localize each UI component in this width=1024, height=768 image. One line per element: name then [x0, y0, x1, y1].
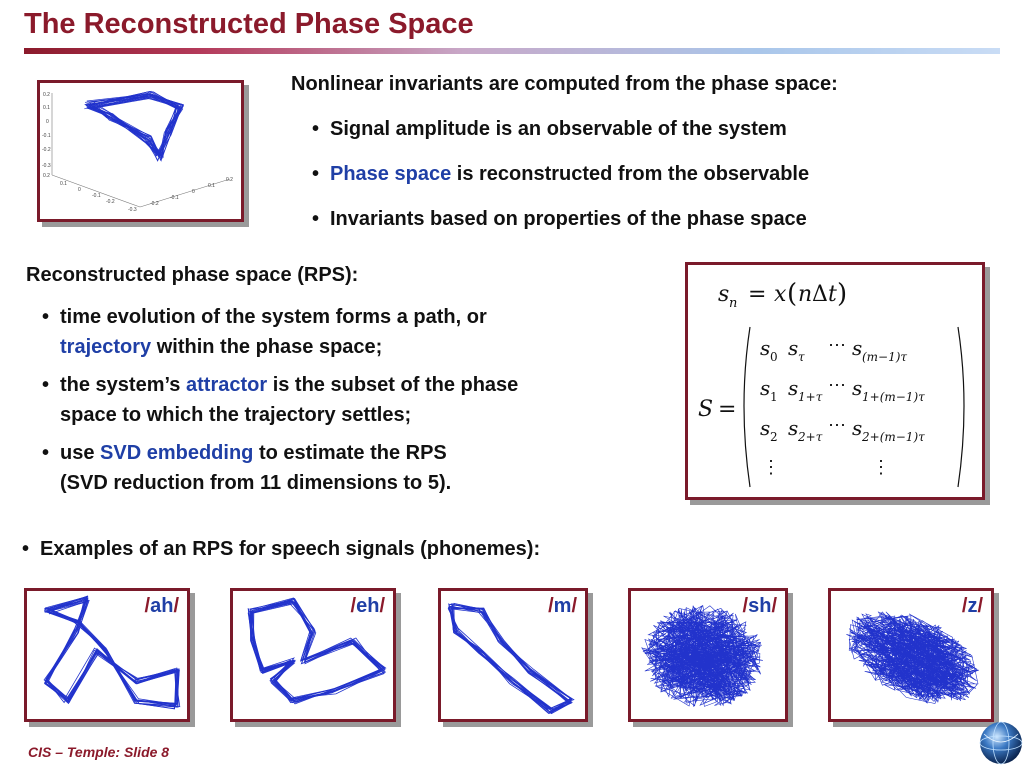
slide-title: The Reconstructed Phase Space [24, 8, 474, 40]
rps-bullets [38, 302, 518, 498]
bullet-text: to estimate the RPS [253, 442, 447, 464]
svg-text:(m−1)τ: (m−1)τ [862, 350, 908, 364]
bullet-text: Signal amplitude is an observable of the system [330, 118, 787, 140]
rps-heading: Reconstructed phase space (RPS): [26, 264, 359, 286]
phoneme-label: /eh/ [350, 595, 385, 617]
svg-text:1+(m−1)τ: 1+(m−1)τ [862, 390, 925, 404]
svg-text:⋮: ⋮ [872, 457, 890, 478]
trajectory-3d [84, 91, 183, 161]
svg-text:t: t [828, 282, 837, 307]
tick-label: 0.2 [43, 92, 50, 98]
tick-label: 0 [78, 187, 81, 193]
tick-label: -0.2 [150, 201, 159, 207]
svg-text:s: s [852, 416, 863, 440]
tick-label: -0.2 [42, 147, 51, 153]
svg-text:(: ( [787, 279, 798, 309]
tick-label: -0.1 [170, 195, 179, 201]
tick-label: 0.1 [208, 183, 215, 189]
svg-text:S: S [698, 397, 714, 422]
phoneme-plot-z [828, 588, 994, 722]
phase-space-3d-plot [37, 80, 244, 222]
intro-heading: Nonlinear invariants are computed from the phase space: [291, 73, 838, 95]
svg-text:⋯: ⋯ [828, 415, 846, 436]
tick-label: -0.1 [92, 193, 101, 199]
rps-bullet [38, 370, 518, 430]
phoneme-label: /m/ [548, 595, 577, 617]
intro-bullets [308, 114, 809, 234]
bullet-text: time evolution of the system forms a path, or [60, 306, 487, 328]
svg-text:n: n [798, 282, 813, 307]
svg-text:⋯: ⋯ [828, 375, 846, 396]
bullet-text: space to which the trajectory settles; [60, 404, 412, 426]
svg-text:2+τ: 2+τ [798, 430, 823, 444]
tick-label: 0.1 [60, 181, 67, 187]
tick-label: -0.3 [128, 207, 137, 213]
bullet-text: Invariants based on properties of the phase space [330, 208, 807, 230]
title-underline [24, 48, 1000, 54]
svg-text:s: s [760, 376, 771, 400]
globe-logo [978, 720, 1024, 766]
tick-label: -0.1 [42, 133, 51, 139]
bullet-text: (SVD reduction from 11 dimensions to 5). [60, 472, 452, 494]
bullet-text: the system’s [60, 374, 186, 396]
svg-text:s: s [852, 336, 863, 360]
svg-text:Δ: Δ [812, 282, 828, 307]
bullet-text: use [60, 442, 101, 464]
svg-text:=: = [718, 397, 737, 422]
svg-text:x: x [774, 282, 787, 307]
svg-text:⋯: ⋯ [828, 335, 846, 356]
tick-label: 0 [46, 119, 49, 125]
bullet-text: is the subset of the phase [267, 374, 519, 396]
tick-label: 0.2 [226, 177, 233, 183]
rps-bullet [38, 302, 518, 362]
bullet-text: within the phase space; [151, 336, 383, 358]
svg-text:τ: τ [798, 350, 805, 364]
phoneme-plot-sh [628, 588, 788, 722]
svg-text:1: 1 [770, 390, 778, 404]
embedding-equation-box [685, 262, 985, 500]
rps-bullet [38, 438, 518, 498]
phoneme-label: /sh/ [742, 595, 777, 617]
svg-text:2: 2 [770, 430, 778, 444]
tick-label: 0.1 [43, 105, 50, 111]
examples-heading: • Examples of an RPS for speech signals (phonemes): [18, 534, 540, 564]
tick-label: 0 [192, 189, 195, 195]
svg-text:): ) [837, 279, 848, 309]
svg-text:s: s [718, 282, 730, 307]
phase-space-3d-svg [40, 83, 241, 219]
trajectory-term: trajectory [60, 336, 152, 358]
intro-bullet [308, 159, 809, 189]
tick-label: -0.3 [42, 163, 51, 169]
phoneme-plot-m [438, 588, 588, 722]
phase-space-term: Phase space [330, 163, 452, 185]
svg-text:n: n [729, 296, 738, 311]
phoneme-plot-eh [230, 588, 396, 722]
svg-text:0: 0 [770, 350, 778, 364]
intro-bullet [308, 204, 809, 234]
attractor-term: attractor [186, 374, 268, 396]
intro-bullet [308, 114, 809, 144]
svg-text:s: s [788, 376, 799, 400]
svd-embedding-term: SVD embedding [100, 442, 254, 464]
tick-label: 0.2 [43, 173, 50, 179]
svg-text:s: s [760, 336, 771, 360]
phoneme-label: /z/ [961, 595, 983, 617]
svg-text:s: s [788, 416, 799, 440]
svg-text:s: s [852, 376, 863, 400]
svg-text:2+(m−1)τ: 2+(m−1)τ [862, 430, 925, 444]
svg-text:=: = [748, 282, 767, 307]
svg-text:⋮: ⋮ [762, 457, 780, 478]
phoneme-label: /ah/ [144, 595, 179, 617]
tick-label: -0.2 [106, 199, 115, 205]
bullet-text: is reconstructed from the observable [451, 163, 810, 185]
slide-footer: CIS – Temple: Slide 8 [28, 744, 170, 760]
examples-list [18, 534, 540, 564]
phoneme-plot-ah [24, 588, 190, 722]
svg-text:1+τ: 1+τ [798, 390, 823, 404]
svg-text:s: s [788, 336, 799, 360]
svg-text:s: s [760, 416, 771, 440]
embedding-equation [688, 265, 982, 497]
